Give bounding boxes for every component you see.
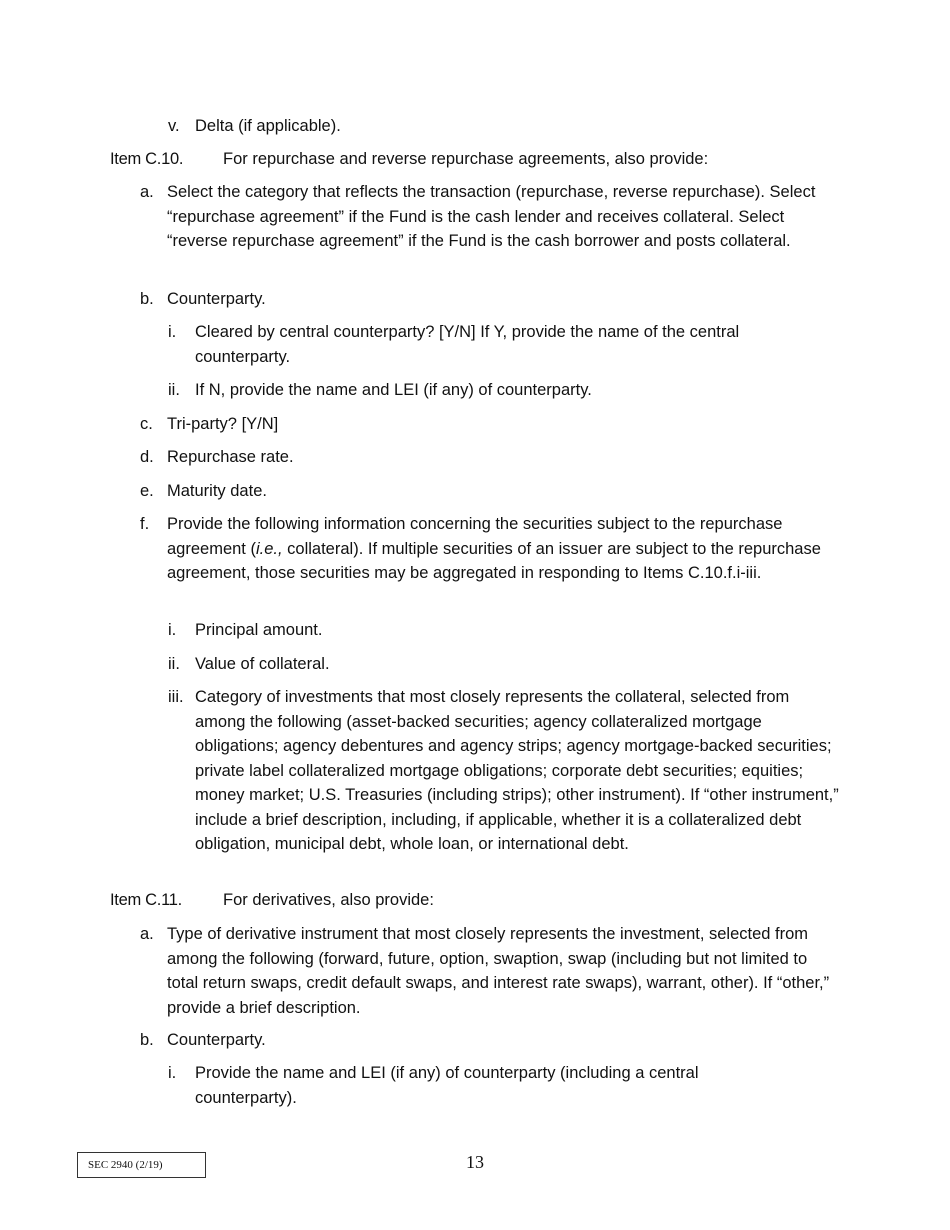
item-heading-c10 (110, 147, 840, 172)
list-text: Category of investments that most closely represents the collateral, selected from among the following (asset-backed securities; agency collateralized mortgage obligations; agency debentures and agency strips; agency mortgage-backed securities; private label collateralized mortgage obligations; corporate debt securities; equities; money market; U.S. Treasuries (including strips); other instrument). If “other instrument,” include a brief description, including, if applicable, whether it is a collateralized debt obligation, municipal debt, whole loan, or international debt. (195, 688, 839, 853)
list-text: Principal amount. (195, 621, 323, 639)
list-marker: v. (168, 117, 180, 135)
list-item (140, 412, 840, 437)
list-item (140, 1028, 840, 1053)
list-text: Provide the name and LEI (if any) of counterparty (including a central counterparty). (195, 1064, 699, 1107)
list-marker: i. (168, 1064, 177, 1082)
list-text: Delta (if applicable). (195, 117, 341, 135)
list-text: If N, provide the name and LEI (if any) of counterparty. (195, 381, 592, 399)
list-text: Tri-party? [Y/N] (167, 415, 279, 433)
list-marker: iii. (168, 688, 184, 706)
list-text: Type of derivative instrument that most closely represents the investment, selected from among the following (forward, future, option, swaption, swap (including but not limited to total return swaps, credit default swaps, and interest rate swaps), warrant, other). If “other,” provide a brief description. (167, 925, 830, 1017)
list-item (140, 445, 840, 470)
list-text: Repurchase rate. (167, 448, 294, 466)
list-marker: b. (140, 290, 154, 308)
list-marker: i. (168, 621, 177, 639)
sub-list-item (168, 685, 840, 857)
list-item (140, 479, 840, 504)
list-marker: ii. (168, 381, 180, 399)
list-text: Cleared by central counterparty? [Y/N] If Y, provide the name of the central counterparty. (195, 323, 740, 366)
list-item (140, 922, 835, 1020)
page-number: 13 (466, 1152, 484, 1172)
list-item (140, 287, 840, 312)
list-marker: a. (140, 183, 154, 201)
sub-list-item (168, 320, 808, 369)
list-text: Counterparty. (167, 1031, 266, 1049)
sub-list-item (168, 652, 838, 677)
list-marker: ii. (168, 655, 180, 673)
item-intro: For derivatives, also provide: (223, 891, 434, 909)
item-label: Item C.10. (110, 150, 184, 168)
list-text: Provide the following information concerning the securities subject to the repurchase agreement (i.e., collateral). If multiple securities of an issuer are subject to the repurchase agreement, those securities may be aggregated in responding to Items C.10.f.i-iii. (167, 515, 821, 582)
list-marker: i. (168, 323, 177, 341)
list-marker: e. (140, 482, 154, 500)
italic-abbrev: i.e., (255, 539, 283, 558)
list-marker: c. (140, 415, 153, 433)
sub-list-item (168, 618, 838, 643)
item-intro: For repurchase and reverse repurchase agreements, also provide: (223, 150, 709, 168)
list-marker: b. (140, 1031, 154, 1049)
list-item (168, 114, 838, 139)
form-id-box: SEC 2940 (2/19) (77, 1152, 206, 1178)
list-text: Select the category that reflects the transaction (repurchase, reverse repurchase). Select “repurchase agreement” if the Fund is the cash lender and receives collateral. Select “reverse repurchase agreement” if the Fund is the cash borrower and posts collateral. (167, 183, 816, 250)
list-text: Value of collateral. (195, 655, 330, 673)
item-heading-c11 (110, 888, 840, 913)
sub-list-item (168, 1061, 758, 1110)
sub-list-item (168, 378, 838, 403)
list-text: Counterparty. (167, 290, 266, 308)
list-marker: a. (140, 925, 154, 943)
list-item (140, 180, 840, 254)
list-marker: f. (140, 515, 150, 533)
list-item (140, 512, 840, 586)
list-marker: d. (140, 448, 154, 466)
item-label: Item C.11. (110, 891, 182, 909)
list-text: Maturity date. (167, 482, 267, 500)
